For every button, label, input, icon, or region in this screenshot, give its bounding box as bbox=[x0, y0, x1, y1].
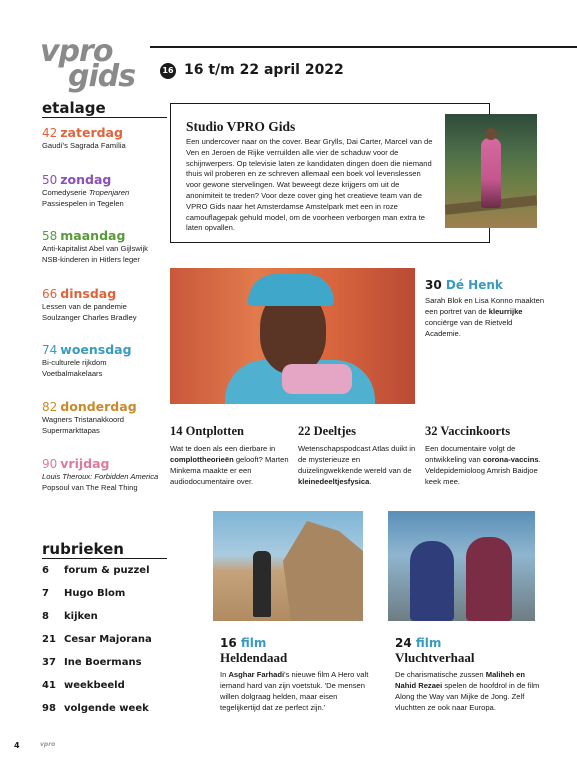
footer-logo: vpro bbox=[40, 741, 56, 748]
rubrieken-rule bbox=[42, 558, 167, 559]
photo-cap bbox=[248, 274, 334, 306]
column-deeltjes[interactable] bbox=[298, 424, 418, 487]
film-title: Heldendaad bbox=[220, 650, 288, 665]
day-line: Wagners Tristanakkoord bbox=[42, 415, 125, 424]
side-story-heading[interactable]: 30 Dé Henk bbox=[425, 278, 503, 292]
heldendaad-photo[interactable] bbox=[213, 511, 363, 621]
day-heading: 74 woensdag bbox=[42, 342, 132, 357]
day-line: Anti-kapitalist Abel van Gijlswijk bbox=[42, 244, 148, 253]
photo-sister-1 bbox=[410, 541, 454, 621]
issue-dates: 16 t/m 22 april 2022 bbox=[184, 62, 344, 78]
rubriek-item[interactable]: 6 forum & puzzel bbox=[42, 565, 150, 576]
rubriek-item[interactable]: 37 Ine Boermans bbox=[42, 657, 142, 668]
column-vaccinkoorts[interactable] bbox=[425, 424, 545, 487]
henk-portrait-photo[interactable] bbox=[170, 268, 415, 404]
column-body: Wetenschapspodcast Atlas duikt in de mysterieuze en duizelingwekkende wereld van de kleinedeeltjesfysica. bbox=[298, 444, 416, 486]
photo-sister-2 bbox=[466, 537, 512, 621]
page-number: 4 bbox=[14, 741, 20, 750]
column-body: Een documentaire volgt de ontwikkeling van corona-vaccins. Veldepidemioloog Amrish Baidjoe keek mee. bbox=[425, 444, 541, 486]
cover-photo[interactable] bbox=[445, 114, 537, 228]
feature-title[interactable]: Studio VPRO Gids bbox=[186, 119, 296, 134]
day-heading: 90 vrijdag bbox=[42, 456, 110, 471]
day-line: Passiespelen in Tegelen bbox=[42, 199, 124, 208]
day-line: Comedyserie Tropenjaren bbox=[42, 188, 130, 197]
day-heading: 42 zaterdag bbox=[42, 125, 123, 140]
logo-line-1: vpro bbox=[40, 34, 113, 69]
film-kicker: 16 film bbox=[220, 636, 267, 650]
rubriek-item[interactable]: 21 Cesar Majorana bbox=[42, 634, 152, 645]
vluchtverhaal-photo[interactable] bbox=[388, 511, 535, 621]
day-line: NSB-kinderen in Hitlers leger bbox=[42, 255, 140, 264]
feature-body: Een undercover naar on the cover. Bear Grylls, Dai Carter, Marcel van de Ven en Jeroen de Rijke verruilden alle vier de schaduw voor de schijnwerpers. Op televisie laten ze kandidaten dingen doen die niemand thuis wil proberen en ze schreven allemaal een boek vol levenslessen voor gewone stervelingen. Wat beweegt deze krijgers om uit de anonimiteit te treden? Voor deze cover ging het creatieve team van de VPRO Gids naar het Amsterdamse Amstelpark met een in roze camouflagepak gehuld model, om de voorheen verborgen man extra te laten opvallen. bbox=[186, 137, 433, 233]
etalage-rule bbox=[42, 117, 167, 118]
day-line: Soulzanger Charles Bradley bbox=[42, 313, 137, 322]
day-maandag[interactable] bbox=[42, 228, 170, 265]
day-woensdag[interactable] bbox=[42, 342, 170, 379]
column-heading: 22 Deeltjes bbox=[298, 424, 356, 438]
day-line: Louis Theroux: Forbidden America bbox=[42, 472, 159, 481]
issue-number-badge: 16 bbox=[160, 63, 176, 79]
day-heading: 50 zondag bbox=[42, 172, 112, 187]
day-heading: 82 donderdag bbox=[42, 399, 137, 414]
day-donderdag[interactable] bbox=[42, 399, 170, 436]
day-line: Bi-culturele rijkdom bbox=[42, 358, 107, 367]
etalage-heading: etalage bbox=[42, 99, 106, 117]
photo-rock bbox=[283, 521, 363, 621]
photo-figure bbox=[481, 138, 501, 208]
film-vluchtverhaal[interactable] bbox=[395, 636, 540, 713]
day-heading: 66 dinsdag bbox=[42, 286, 117, 301]
photo-man bbox=[253, 551, 271, 617]
rubriek-item[interactable]: 98 volgende week bbox=[42, 703, 149, 714]
vpro-gids-logo bbox=[40, 34, 150, 94]
logo-line-2: gids bbox=[68, 58, 136, 94]
column-body: Wat te doen als een dierbare in complottheorieën gelooft? Marten Minkema maakte er een audiodocumentaire over. bbox=[170, 444, 289, 486]
day-zaterdag[interactable] bbox=[42, 125, 170, 151]
header-rule bbox=[150, 46, 577, 48]
film-body: De charismatische zussen Maliheh en Nahid Rezaei spelen de hoofdrol in de film Along the Way van Mijke de Jong. Zelf vluchtten ze ook naar Europa. bbox=[395, 670, 540, 712]
film-title: Vluchtverhaal bbox=[395, 650, 475, 665]
day-line: Gaudí's Sagrada Família bbox=[42, 141, 126, 150]
day-line: Lessen van de pandemie bbox=[42, 302, 127, 311]
day-vrijdag[interactable] bbox=[42, 456, 170, 493]
day-line: Popsoul van The Real Thing bbox=[42, 483, 138, 492]
film-kicker: 24 film bbox=[395, 636, 442, 650]
day-zondag[interactable] bbox=[42, 172, 170, 209]
column-ontplotten[interactable] bbox=[170, 424, 290, 487]
film-heldendaad[interactable] bbox=[220, 636, 370, 713]
rubriek-item[interactable]: 7 Hugo Blom bbox=[42, 588, 126, 599]
photo-scarf bbox=[282, 364, 352, 394]
day-heading: 58 maandag bbox=[42, 228, 126, 243]
photo-head bbox=[485, 128, 497, 140]
day-dinsdag[interactable] bbox=[42, 286, 170, 323]
day-line: Supermarkttapas bbox=[42, 426, 100, 435]
side-story-body: Sarah Blok en Lisa Konno maakten een portret van de kleurrijke conciërge van de Rietveld Academie. bbox=[425, 296, 545, 338]
column-heading: 14 Ontplotten bbox=[170, 424, 244, 438]
rubriek-item[interactable]: 8 kijken bbox=[42, 611, 98, 622]
day-line: Voetbalmakelaars bbox=[42, 369, 103, 378]
column-heading: 32 Vaccinkoorts bbox=[425, 424, 511, 438]
rubrieken-heading: rubrieken bbox=[42, 540, 124, 558]
rubriek-item[interactable]: 41 weekbeeld bbox=[42, 680, 125, 691]
film-body: In Asghar Farhadi's nieuwe film A Hero valt iemand hard van zijn voetstuk. 'De mensen willen dolgraag helden, maar eisen tegelijkertijd dat ze perfect zijn.' bbox=[220, 670, 369, 712]
